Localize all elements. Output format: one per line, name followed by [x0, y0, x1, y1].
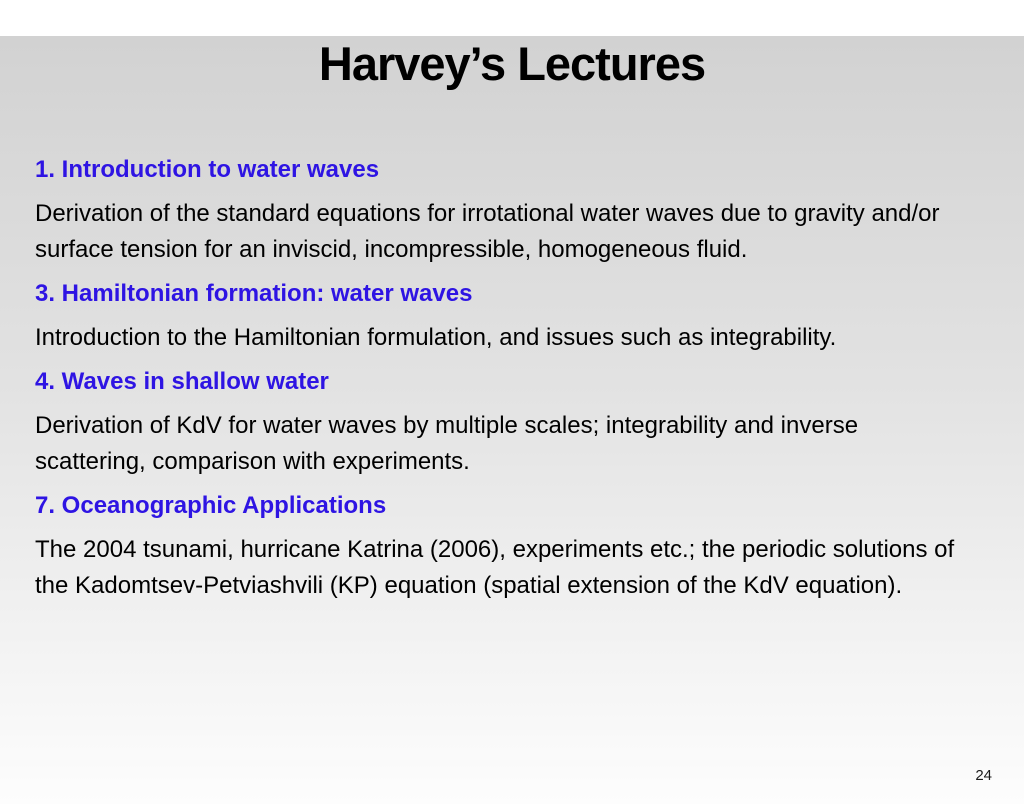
section-body: Introduction to the Hamiltonian formulation, and issues such as integrability. [35, 324, 837, 351]
section-body: The 2004 tsunami, hurricane Katrina (2006), experiments etc.; the periodic solutions of the Kadomtsev-Petviashvili (KP) equation (spatial extension of the KdV equation). [35, 536, 955, 599]
lecture-section-1 [35, 152, 967, 268]
section-heading: 7. Oceanographic Applications [35, 492, 387, 519]
lecture-section-7 [35, 488, 967, 604]
section-body: Derivation of KdV for water waves by multiple scales; integrability and inverse scattering, comparison with experiments. [35, 412, 859, 475]
lecture-section-4 [35, 364, 967, 480]
lecture-section-3 [35, 276, 967, 356]
section-heading: 1. Introduction to water waves [35, 156, 380, 183]
presentation-slide [0, 36, 1024, 804]
section-body: Derivation of the standard equations for irrotational water waves due to gravity and/or surface tension for an inviscid, incompressible, homogeneous fluid. [35, 200, 940, 263]
section-heading: 3. Hamiltonian formation: water waves [35, 280, 473, 307]
page-number: 24 [975, 767, 992, 784]
slide-content [35, 152, 967, 604]
section-heading: 4. Waves in shallow water [35, 368, 329, 395]
slide-title: Harvey’s Lectures [318, 37, 706, 90]
